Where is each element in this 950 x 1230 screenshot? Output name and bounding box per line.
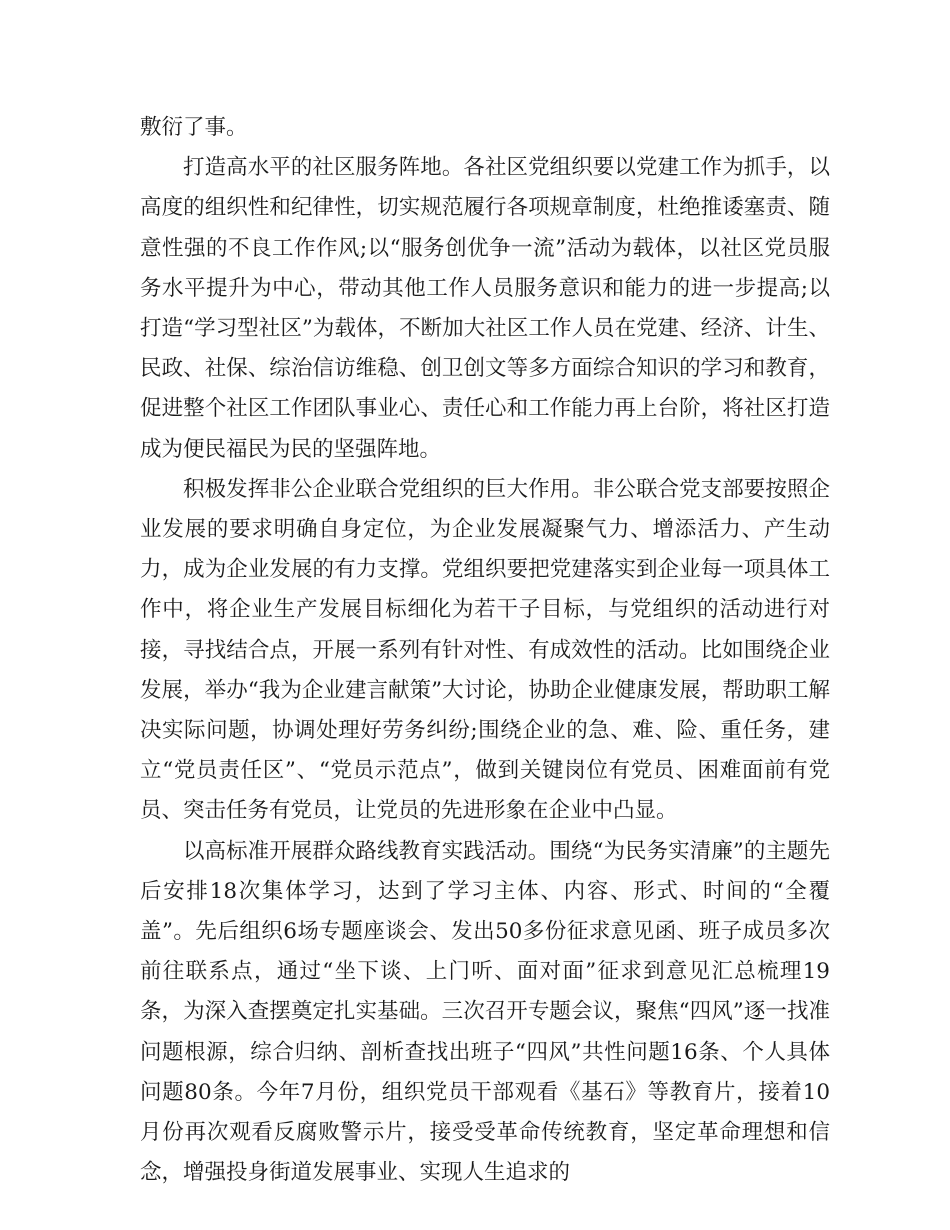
document-body <box>140 108 830 1193</box>
paragraph-community-service: 打造高水平的社区服务阵地。各社区党组织要以党建工作为抓手，以高度的组织性和纪律性，切实规范履行各项规章制度，杜绝推诿塞责、随意性强的不良工作作风;以“服务创优争一流”活动为载体，以社区党员服务水平提升为中心，带动其他工作人员服务意识和能力的进一步提高;以打造“学习型社区”为载体，不断加大社区工作人员在党建、经济、计生、民政、社保、综治信访维稳、创卫创文等多方面综合知识的学习和教育，促进整个社区工作团队事业心、责任心和工作能力再上台阶，将社区打造成为便民福民为民的坚强阵地。 <box>140 155 830 462</box>
paragraph-non-public-enterprise: 积极发挥非公企业联合党组织的巨大作用。非公联合党支部要按照企业发展的要求明确自身定位，为企业发展凝聚气力、增添活力、产生动力，成为企业发展的有力支撑。党组织要把党建落实到企业每一项具体工作中，将企业生产发展目标细化为若干子目标，与党组织的活动进行对接，寻找结合点，开展一系列有针对性、有成效性的活动。比如围绕企业发展，举办“我为企业建言献策”大讨论，协助企业健康发展，帮助职工解决实际问题，协调处理好劳务纠纷;围绕企业的急、难、险、重任务，建立“党员责任区”、“党员示范点”，做到关键岗位有党员、困难面前有党员、突击任务有党员，让党员的先进形象在企业中凸显。 <box>140 476 830 824</box>
paragraph-mass-line-education: 以高标准开展群众路线教育实践活动。围绕“为民务实清廉”的主题先后安排18次集体学习，达到了学习主体、内容、形式、时间的“全覆盖”。先后组织6场专题座谈会、发出50多份征求意见函、班子成员多次前往联系点，通过“坐下谈、上门听、面对面”征求到意见汇总梳理19条，为深入查摆奠定扎实基础。三次召开专题会议，聚焦“四风”逐一找准问题根源，综合归纳、剖析查找出班子“四风”共性问题16条、个人具体问题80条。今年7月份，组织党员干部观看《基石》等教育片，接着10月份再次观看反腐败警示片，接受受革命传统教育，坚定革命理想和信念，增强投身街道发展事业、实现人生追求的 <box>140 838 830 1186</box>
paragraph-continuation: 敷衍了事。 <box>140 115 248 140</box>
